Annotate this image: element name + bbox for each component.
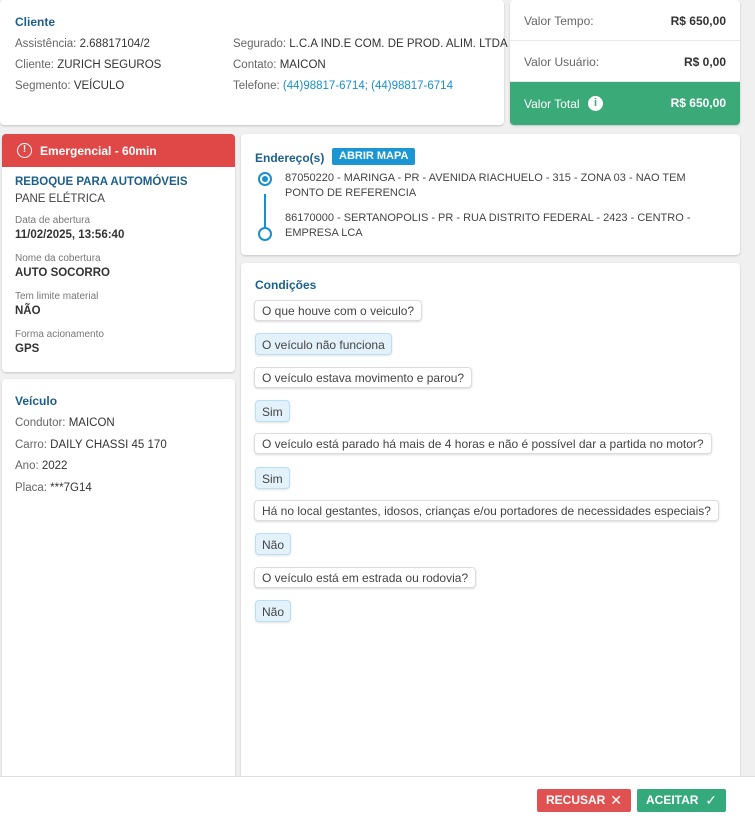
conditions-title: Condições (255, 278, 317, 292)
condutor-field (15, 417, 115, 429)
condutor-label: Condutor: (15, 417, 66, 429)
assistencia-field (15, 38, 150, 50)
check-icon: ✓ (705, 792, 717, 808)
cobertura-label: Nome da cobertura (15, 253, 101, 264)
placa-value: ***7G14 (50, 482, 92, 494)
valor-total-row (510, 82, 740, 125)
origin-marker-icon (258, 172, 272, 186)
open-map-button[interactable]: ABRIR MAPA (332, 148, 415, 165)
segmento-field (15, 80, 124, 92)
values-card (510, 0, 740, 125)
footer-bar (0, 776, 755, 820)
contato-label: Contato: (233, 59, 277, 71)
condition-question: O veículo está em estrada ou rodovia? (254, 567, 476, 588)
vehicle-card (2, 379, 235, 820)
contato-field (233, 59, 326, 71)
segmento-label: Segmento: (15, 80, 71, 92)
client-title: Cliente (15, 15, 56, 29)
placa-label: Placa: (15, 482, 47, 494)
emergency-label: Emergencial - 60min (40, 144, 157, 158)
cliente-field (15, 59, 161, 71)
condition-answer: O veículo não funciona (255, 333, 392, 355)
forma-value: GPS (15, 343, 40, 355)
abertura-label: Data de abertura (15, 215, 91, 226)
info-icon[interactable]: i (588, 96, 603, 111)
valor-total-label: Valor Total (524, 97, 580, 111)
cobertura-value: AUTO SOCORRO (15, 267, 110, 279)
condition-answer: Não (255, 533, 291, 555)
alert-circle-icon: ! (17, 143, 32, 158)
condutor-value: MAICON (68, 417, 115, 429)
segurado-label: Segurado: (233, 38, 287, 50)
address-title: Endereço(s) (255, 151, 325, 165)
cliente-value: ZURICH SEGUROS (57, 59, 162, 71)
address-card (241, 134, 740, 255)
condition-answer: Não (255, 600, 291, 622)
abertura-value: 11/02/2025, 13:56:40 (15, 229, 125, 241)
cliente-label: Cliente: (15, 59, 54, 71)
accept-label: ACEITAR (646, 793, 699, 807)
close-icon: ✕ (610, 792, 622, 808)
accept-button[interactable] (637, 789, 726, 812)
carro-label: Carro: (15, 439, 47, 451)
route-line (264, 194, 266, 230)
valor-tempo-label: Valor Tempo: (524, 14, 594, 28)
destination-address: 86170000 - SERTANOPOLIS - PR - RUA DISTRITO FEDERAL - 2423 - CENTRO - EMPRESA LCA (285, 212, 691, 239)
valor-total-value: R$ 650,00 (670, 96, 726, 110)
carro-field (15, 439, 167, 451)
contato-value: MAICON (279, 59, 326, 71)
origin-address: 87050220 - MARINGA - PR - AVENIDA RIACHUELO - 315 - ZONA 03 - NAO TEM PONTO DE REFERENCIA (285, 172, 686, 199)
ano-value: 2022 (41, 460, 68, 472)
conditions-card (241, 263, 740, 820)
service-subtitle: PANE ELÉTRICA (15, 193, 105, 205)
condition-answer: Sim (255, 400, 290, 422)
condition-question: Há no local gestantes, idosos, crianças e/ou portadores de necessidades especiais? (254, 500, 719, 521)
carro-value: DAILY CHASSI 45 170 (50, 439, 167, 451)
limite-label: Tem limite material (15, 291, 99, 302)
service-card (2, 134, 235, 372)
telefone-field (233, 80, 453, 92)
segurado-value: L.C.A IND.E COM. DE PROD. ALIM. LTDA (289, 38, 508, 50)
client-card (0, 0, 508, 125)
vehicle-title: Veículo (15, 394, 58, 408)
destination-marker-icon (258, 227, 272, 241)
service-title: REBOQUE PARA AUTOMÓVEIS (15, 176, 188, 188)
valor-usuario-label: Valor Usuário: (524, 55, 600, 69)
telefone-label: Telefone: (233, 80, 280, 92)
assistencia-value: 2.68817104/2 (79, 38, 150, 50)
assistencia-label: Assistência: (15, 38, 77, 50)
condition-question: O que houve com o veiculo? (254, 300, 422, 321)
ano-label: Ano: (15, 460, 39, 472)
condition-answer: Sim (255, 467, 290, 489)
condition-question: O veículo está parado há mais de 4 horas e não é possível dar a partida no motor? (254, 433, 712, 454)
valor-usuario-value: R$ 0,00 (683, 55, 726, 69)
limite-value: NÃO (15, 305, 41, 317)
valor-usuario-row (510, 41, 740, 82)
telefone-link[interactable]: (44)98817-6714; (44)98817-6714 (282, 80, 453, 92)
condition-question: O veículo estava movimento e parou? (254, 367, 472, 388)
segmento-value: VEÍCULO (73, 80, 125, 92)
refuse-button[interactable] (537, 789, 631, 812)
ano-field (15, 460, 67, 472)
forma-label: Forma acionamento (15, 329, 104, 340)
valor-tempo-value: R$ 650,00 (670, 14, 726, 28)
placa-field (15, 482, 92, 494)
emergency-banner (2, 134, 235, 167)
refuse-label: RECUSAR (546, 793, 606, 807)
valor-tempo-row (510, 0, 740, 41)
segurado-field (233, 38, 508, 50)
